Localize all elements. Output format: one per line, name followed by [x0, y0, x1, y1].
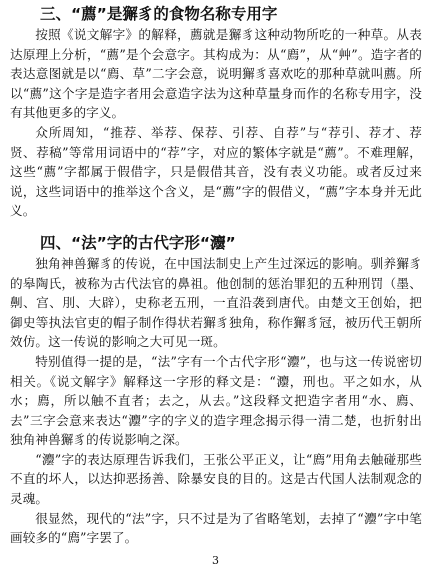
paragraph: 众所周知，“推荐、举荐、保荐、引荐、自荐”与“荐引、荐才、荐贤、荐稿”等常用词语中的“荐”字，对应的繁体字就是“薦”。不难理解，这些“薦”字都属于假借字，只是假借其音，没有表义功能。或者反过来说，这些词语中的推举这个含义，是“薦”字的假借义，“薦”字本身并无此义。: [10, 124, 422, 219]
page-number: 3: [212, 554, 219, 567]
section-heading-3: 三、“薦”是獬豸的食物名称专用字: [40, 5, 278, 23]
paragraph: 独角神兽獬豸的传说，在中国法制史上产生过深远的影响。驯养獬豸的皋陶氏，被称为古代法官的鼻祖。他创制的惩治罪犯的五种刑罚（墨、劓、宫、刖、大辟），史称老五刑，一直沿袭到唐代。由楚文王创始，把御史等执法官吏的帽子制作得状若獬豸独角，称作獬豸冠，被历代王朝所效仿。这一传说的影响之大可见一斑。: [10, 255, 422, 350]
paragraph: 特别值得一提的是，“法”字有一个古代字形“灋”，也与这一传说密切相关。《说文解字》解释这一字形的释文是：“灋，刑也。平之如水，从水；廌，所以触不直者；去之，从去。”这段释文把造字者用“水、廌、去”三字会意来表达“灋”字的字义的造字理念揭示得一清二楚，也折射出独角神兽獬豸的传说影响之深。: [10, 353, 422, 448]
paragraph: 按照《说文解字》的解释，薦就是獬豸这种动物所吃的一种草。从表达原理上分析，“薦”是个会意字。其构成为：从“廌”，从“艸”。造字者的表达意图就是以“廌、草”二字会意，说明獬豸喜欢吃的那种草就叫薦。所以“薦”这个字是造字者用会意造字法为这种草量身而作的名称专用字，没有其他更多的字义。: [10, 27, 422, 121]
section-heading-4: 四、“法”字的古代字形“灋”: [40, 233, 236, 252]
paragraph: “灋”字的表达原理告诉我们，王张公平正义，让“廌”用角去触碰那些不直的坏人，以达抑恶扬善、除暴安良的目的。这是古代国人法制观念的灵魂。: [10, 451, 422, 507]
paragraph: 很显然，现代的“法”字，只不过是为了省略笔划，去掉了“灋”字中笔画较多的“廌”字罢了。: [10, 510, 422, 546]
